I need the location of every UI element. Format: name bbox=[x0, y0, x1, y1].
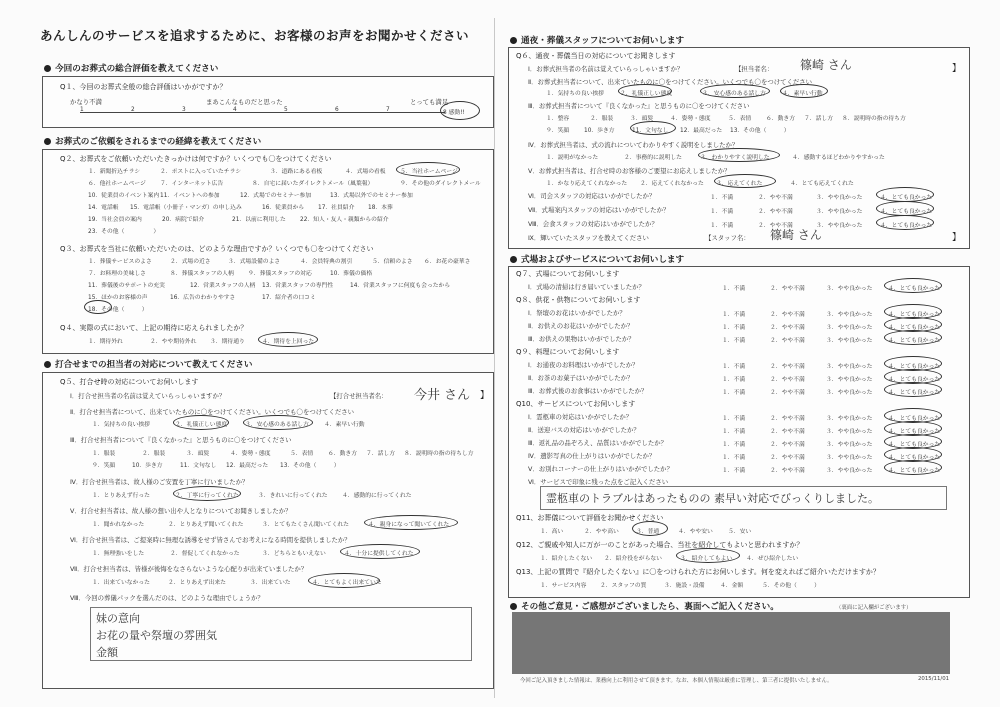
rating-option[interactable]: ４．とても良かった bbox=[888, 442, 941, 448]
q2-option[interactable]: ２．ポストに入っていたチラシ bbox=[160, 169, 242, 175]
q3-option[interactable]: ３．式場設備のよさ bbox=[228, 259, 281, 265]
section-heading-funeral-staff bbox=[510, 34, 684, 46]
rating-option[interactable]: ２．やや不満 bbox=[770, 442, 805, 448]
page-title: あんしんのサービスを追求するために、お客様のお声をお聞かせください bbox=[40, 28, 470, 43]
selected-circle-mark bbox=[630, 121, 676, 135]
q6-3-option[interactable]: ３．頭髪 bbox=[630, 116, 654, 122]
q2-option[interactable]: 16．従業員から bbox=[262, 205, 305, 211]
selected-circle-mark bbox=[440, 101, 480, 120]
rating-option[interactable]: ４．とても良かった bbox=[888, 312, 941, 318]
q2-text: Q２、お葬式をご依頼いただいたきっかけは何ですか？いくつでも〇をつけてください bbox=[60, 155, 332, 163]
q11-text: Q11、お葬儀について評価をお聞かせください bbox=[516, 514, 664, 522]
q5-5-option[interactable]: ４．親身になって聞いてくれた bbox=[368, 522, 450, 528]
selected-circle-mark bbox=[173, 415, 229, 430]
q12-text: Q12、ご親戚や知人に万が一のことがあった場合、当社を紹介してもよいと思われますか？ bbox=[516, 541, 804, 549]
selected-circle-mark bbox=[676, 548, 740, 563]
q11-option[interactable]: ３．普通 bbox=[636, 529, 660, 535]
q2-option[interactable]: ４．式場の看板 bbox=[345, 169, 386, 175]
q5-6-option[interactable]: １．無理強いをした bbox=[92, 551, 145, 557]
q3-option[interactable]: 16．広告のわかりやすさ bbox=[170, 295, 236, 301]
q6-3-option[interactable]: ６．動き方 bbox=[766, 116, 795, 122]
rating-option[interactable]: １．不満 bbox=[710, 195, 734, 201]
q3-option[interactable]: ９．葬儀スタッフの対応 bbox=[248, 271, 312, 277]
q13-text: Q13、上記の質問で『紹介したくない』に〇をつけられた方にお伺いします。何を変えればご紹介いただけますか？ bbox=[516, 568, 880, 576]
q5-4-option[interactable]: ４．感動的に行ってくれた bbox=[342, 493, 412, 499]
selected-circle-mark bbox=[884, 278, 942, 293]
rating-option[interactable]: ４．とても良かった bbox=[888, 429, 941, 435]
q2-option[interactable]: ５．当社ホームページ bbox=[400, 169, 458, 175]
q6-5-option[interactable]: ２．応えてくれなかった bbox=[640, 181, 704, 187]
q6-3-option[interactable]: ８．説明時の指の待ち方 bbox=[842, 116, 906, 122]
q3-option[interactable]: 13．営業スタッフの専門性 bbox=[262, 283, 334, 289]
q3-option[interactable]: 11．葬儀後のサポートの充実 bbox=[88, 283, 165, 289]
rating-option[interactable]: ４．とても良かった bbox=[888, 325, 941, 331]
q10-row: Ⅴ．お別れコーナーの仕上がりはいかがでしたか？ bbox=[528, 465, 673, 473]
rating-row: Ⅵ．司会スタッフの対応はいかがでしたか？ bbox=[528, 192, 656, 200]
q3-option[interactable]: 17．紹介者の口コミ bbox=[262, 295, 316, 301]
scale-2[interactable]: 2 bbox=[131, 107, 135, 113]
q6-3-option[interactable]: 10．歩き方 bbox=[584, 128, 615, 134]
selected-circle-mark bbox=[700, 84, 770, 98]
section-heading-text: 通夜・葬儀スタッフについてお伺いします bbox=[521, 36, 685, 46]
rating-option[interactable]: ４．とても良かった bbox=[880, 223, 933, 229]
rating-option[interactable]: １．不満 bbox=[722, 286, 746, 292]
rating-option[interactable]: １．不満 bbox=[722, 468, 746, 474]
selected-circle-mark bbox=[396, 162, 460, 177]
rating-option[interactable]: ２．やや不満 bbox=[770, 364, 805, 370]
rating-option[interactable]: ３．やや良かった bbox=[816, 223, 863, 229]
q3-option[interactable]: 10．葬儀の価格 bbox=[330, 271, 373, 277]
q5-5-option[interactable]: ３．とてもたくさん聞いてくれた bbox=[262, 522, 349, 528]
q5-6-option[interactable]: ２．督促してくれなかった bbox=[170, 551, 240, 557]
q5-4-text: Ⅳ．打合せ担当者は、故人様のご安置を丁寧に行いましたか？ bbox=[70, 478, 249, 486]
q3-option[interactable]: １．葬儀サービスのよさ bbox=[88, 259, 152, 265]
comments-note: （裏面に記入欄がございます） bbox=[836, 605, 912, 611]
q6-2-option[interactable]: ４．素早い行動 bbox=[782, 91, 823, 97]
q5-3-option[interactable]: ６．動き方 bbox=[328, 451, 357, 457]
q12-option[interactable]: １．紹介したくない bbox=[540, 556, 593, 562]
rating-option[interactable]: ３．やや良かった bbox=[816, 209, 863, 215]
q6-9-label: 【スタッフ名： bbox=[705, 234, 750, 242]
q4-option[interactable]: １．期待外れ bbox=[88, 339, 123, 345]
q11-option[interactable]: １．高い bbox=[540, 529, 564, 535]
q11-option[interactable]: ２．やや高い bbox=[584, 529, 619, 535]
rating-option[interactable]: １．不満 bbox=[722, 442, 746, 448]
section-heading-text: その他ご意見・ご感想がございましたら、裏面へご記入ください。 bbox=[521, 602, 779, 612]
q5-6-option[interactable]: ４．十分に提供してくれた bbox=[344, 551, 414, 557]
rating-option[interactable]: ３．やや良かった bbox=[816, 195, 863, 201]
q2-option[interactable]: ８．自宅に届いたダイレクトメール（風葉報） bbox=[252, 181, 374, 187]
q5-2-option[interactable]: ２．礼儀正しい態度 bbox=[175, 422, 228, 428]
section-heading-text: 今回のお葬式の総合評価を教えてください bbox=[55, 64, 219, 74]
q6-1-text: Ⅰ．お葬式担当者の名前は覚えていらっしゃいますか？ bbox=[528, 65, 684, 73]
q3-option[interactable]: ４．会員特典の割引 bbox=[300, 259, 353, 265]
selected-circle-mark bbox=[618, 84, 672, 98]
q1-text: Q１、今回のお葬式全般の総合評価はいかがですか？ bbox=[60, 83, 227, 91]
rating-option[interactable]: ４．とても良かった bbox=[888, 416, 941, 422]
q11-option[interactable]: ５．安い bbox=[728, 529, 752, 535]
q3-option[interactable]: ７．お料理の美味しさ bbox=[88, 271, 146, 277]
q13-option[interactable]: ２．スタッフの質 bbox=[600, 583, 647, 589]
q9-row: Ⅲ．お葬式後のお食事はいかがでしたか？ bbox=[528, 387, 648, 395]
q2-option[interactable]: 17．社員紹介 bbox=[318, 205, 355, 211]
q6-1-handwritten-name: 篠崎 さん bbox=[800, 58, 852, 72]
q7-text: Q７、式場についてお伺いします bbox=[516, 270, 620, 278]
q2-option[interactable]: ６．他社ホームページ bbox=[88, 181, 146, 187]
q6-4-option[interactable]: １．説明がなかった bbox=[546, 155, 599, 161]
section-heading-text: 打合せまでの担当者の対応について教えてください bbox=[55, 360, 253, 370]
q2-option[interactable]: ７．インターネット広告 bbox=[160, 181, 224, 187]
scale-label-mid: まあこんなものだと思った bbox=[206, 98, 283, 106]
q5-7-option[interactable]: １．出来ていなかった bbox=[92, 580, 150, 586]
rating-row: Ⅶ．式場案内スタッフの対応はいかがでしたか？ bbox=[528, 206, 670, 214]
q2-option[interactable]: ９．その他のダイレクトメール bbox=[400, 181, 481, 187]
q3-text: Q３、お葬式を当社に依頼いただいたのは、どのような理由ですか？いくつでも〇をつけてください bbox=[60, 245, 374, 253]
rating-option[interactable]: ３．やや良かった bbox=[826, 338, 873, 344]
selected-circle-mark bbox=[632, 521, 668, 536]
rating-option[interactable]: ２．やや不満 bbox=[770, 390, 805, 396]
q8-row: Ⅱ．お供えのお花はいかがでしたか？ bbox=[528, 322, 634, 330]
selected-circle-mark bbox=[84, 300, 112, 314]
q5-3-option[interactable]: ４．姿勢・態度 bbox=[230, 451, 271, 457]
q5-3-text: Ⅲ．打合せ担当者について『良くなかった』と思うものに〇をつけてください bbox=[70, 436, 292, 444]
section-heading-overall bbox=[44, 62, 218, 74]
selected-circle-mark bbox=[884, 330, 942, 345]
selected-circle-mark bbox=[876, 215, 934, 230]
section-heading-text: 式場およびサービスについてお伺いします bbox=[521, 255, 685, 265]
q5-3-option[interactable]: ７．話し方 bbox=[366, 451, 395, 457]
q5-2-text: Ⅱ．打合せ担当者について、出来ていたものに〇をつけてください。いくつでも〇をつけてください bbox=[70, 408, 355, 416]
q12-option[interactable]: ２．紹介役をがらない bbox=[604, 556, 662, 562]
q3-option[interactable]: 12．営業スタッフの人柄 bbox=[190, 283, 256, 289]
q6-3-option[interactable]: ７．話し方 bbox=[804, 116, 833, 122]
rating-option[interactable]: ４．とても良かった bbox=[888, 286, 941, 292]
rating-option[interactable]: １．不満 bbox=[722, 455, 746, 461]
rating-option[interactable]: １．不満 bbox=[722, 377, 746, 383]
q5-1-handwritten-name: 今井 さん bbox=[414, 388, 471, 403]
rating-option[interactable]: ２．やや不満 bbox=[758, 209, 793, 215]
rating-option[interactable]: ２．やや不満 bbox=[770, 338, 805, 344]
rating-option[interactable]: ４．とても良かった bbox=[880, 209, 933, 215]
q5-7-option[interactable]: ３．出来ていた bbox=[250, 580, 291, 586]
q6-4-option[interactable]: ４．感動するほどわかりやすかった bbox=[792, 155, 885, 161]
q6-9-handwritten-name: 篠崎 さん bbox=[770, 228, 822, 242]
rating-option[interactable]: ２．やや不満 bbox=[770, 377, 805, 383]
q5-4-option[interactable]: １．とりあえず行った bbox=[92, 493, 150, 499]
q3-option[interactable]: ２．式場の近さ bbox=[170, 259, 211, 265]
q5-8-answer-line: お花の量や祭壇の雰囲気 bbox=[96, 629, 217, 642]
rating-option[interactable]: １．不満 bbox=[722, 312, 746, 318]
q6-9-text: Ⅸ．輝いていたスタッフを教えてください bbox=[528, 234, 649, 242]
scale-4[interactable]: 4 bbox=[233, 107, 237, 113]
q13-option[interactable]: １．サービス内容 bbox=[540, 583, 587, 589]
q12-option[interactable]: ４．ぜひ紹介したい bbox=[746, 556, 799, 562]
rating-option[interactable]: ４．とても良かった bbox=[888, 455, 941, 461]
q6-3-option[interactable]: ２．服装 bbox=[590, 116, 614, 122]
q6-3-option[interactable]: 12．最高だった bbox=[680, 128, 723, 134]
q6-3-option[interactable]: ９．笑顔 bbox=[546, 128, 570, 134]
q5-1-label: 【打合せ担当者名： bbox=[330, 392, 388, 400]
rating-row: Ⅷ．会食スタッフの対応はいかがでしたか？ bbox=[528, 220, 658, 228]
scale-7[interactable]: 7 bbox=[386, 107, 390, 113]
q5-3-option[interactable]: ５．表情 bbox=[290, 451, 314, 457]
rating-option[interactable]: ２．やや不満 bbox=[770, 455, 805, 461]
rating-option[interactable]: ３．やや良かった bbox=[826, 455, 873, 461]
selected-circle-mark bbox=[876, 187, 934, 202]
q6-text: Q６、通夜・葬儀当日の対応についてお聞きします bbox=[516, 52, 676, 60]
q5-8-text: Ⅷ．今回の葬儀パックを選んだのは、どのような理由でしょうか？ bbox=[70, 594, 264, 602]
q2-option[interactable]: 10．従業員のイベント案内 bbox=[88, 193, 160, 199]
q10-6-handwritten-answer: 霊柩車のトラブルはあったものの 素早い対応でびっくりしました。 bbox=[546, 492, 879, 505]
rating-option[interactable]: ３．やや良かった bbox=[826, 442, 873, 448]
scale-1[interactable]: 1 bbox=[80, 107, 84, 113]
q3-option[interactable]: ６．お花の豪華さ bbox=[424, 259, 471, 265]
bracket-close: 】 bbox=[480, 391, 490, 401]
rating-option[interactable]: ３．やや良かった bbox=[826, 390, 873, 396]
scale-6[interactable]: 6 bbox=[335, 107, 339, 113]
rating-option[interactable]: ２．やや不満 bbox=[770, 312, 805, 318]
q10-row: Ⅳ．遺影写真の仕上がりはいかがでしたか？ bbox=[528, 452, 656, 460]
q2-option[interactable]: 20．病院で紹介 bbox=[162, 217, 205, 223]
q9-row: Ⅱ．お茶のお菓子はいかがでしたか？ bbox=[528, 374, 634, 382]
q5-1-text: Ⅰ．打合せ担当者の名前は覚えていらっしゃいますか？ bbox=[70, 392, 226, 400]
rating-option[interactable]: ３．やや良かった bbox=[826, 468, 873, 474]
rating-option[interactable]: ４．とても良かった bbox=[888, 338, 941, 344]
q5-8-answer-line: 妹の意向 bbox=[96, 612, 140, 625]
q10-6-text: Ⅵ．サービスで印象に残った点をご記入ください bbox=[528, 478, 669, 486]
q2-option[interactable]: 23．その他（ ） bbox=[88, 229, 160, 235]
q8-row: Ⅲ．お供えの果物はいかがでしたか？ bbox=[528, 335, 635, 343]
q5-6-option[interactable]: ３．どちらともいえない bbox=[262, 551, 326, 557]
selected-circle-mark bbox=[258, 332, 318, 347]
q2-option[interactable]: 18．本葬 bbox=[368, 205, 393, 211]
selected-circle-mark bbox=[308, 573, 380, 588]
rating-option[interactable]: ４．とても良かった bbox=[888, 468, 941, 474]
q9-text: Q９、料理についてお伺いします bbox=[516, 348, 620, 356]
rating-option[interactable]: １．不満 bbox=[722, 416, 746, 422]
q6-5-option[interactable]: １．かなり応えてくれなかった bbox=[546, 181, 628, 187]
q5-2-option[interactable]: ３．安心感のある話し方 bbox=[245, 422, 309, 428]
q8-row: Ⅰ．祭壇のお花はいかがでしたか？ bbox=[528, 309, 626, 317]
bracket-close: 】 bbox=[952, 64, 962, 74]
redacted-comment-area bbox=[512, 612, 950, 674]
q5-6-text: Ⅵ．打合せ担当者は、ご提案時に無理な誘導をせず皆さんでお考えになる時間を提供しましたか？ bbox=[70, 536, 351, 544]
rating-option[interactable]: ３．やや良かった bbox=[826, 416, 873, 422]
rating-option[interactable]: １．不満 bbox=[722, 338, 746, 344]
q6-2-option[interactable]: １．気持ちの良い挨拶 bbox=[546, 91, 604, 97]
scale-8[interactable]: 8 感動!! bbox=[443, 110, 465, 116]
q6-1-label: 【担当者名： bbox=[735, 65, 774, 73]
selected-circle-mark bbox=[884, 460, 942, 475]
rating-option[interactable]: ４．とても良かった bbox=[888, 390, 941, 396]
section-heading-history bbox=[44, 135, 261, 147]
q5-7-text: Ⅶ．打合せ担当者は、皆様が後悔をなさらないような心配りが出来ていましたか？ bbox=[70, 565, 308, 573]
q5-3-option[interactable]: ３．頭髪 bbox=[186, 451, 210, 457]
rating-option[interactable]: ２．やや不満 bbox=[770, 429, 805, 435]
q6-4-text: Ⅳ．お葬式担当者は、式の流れについてわかりやすく説明をしましたか？ bbox=[528, 141, 739, 149]
scale-5[interactable]: 5 bbox=[284, 107, 288, 113]
selected-circle-mark bbox=[340, 544, 420, 559]
q3-option[interactable]: 15．ほかのお客様の声 bbox=[88, 295, 148, 301]
q6-3-option[interactable]: 11．文句なし bbox=[632, 128, 669, 134]
rating-option[interactable]: ３．やや良かった bbox=[826, 377, 873, 383]
q5-3-option[interactable]: ９．笑顔 bbox=[92, 463, 116, 469]
selected-circle-mark bbox=[780, 84, 828, 98]
q10-row: Ⅱ．送迎バスの対応はいかがでしたか？ bbox=[528, 426, 640, 434]
rating-option[interactable]: ３．やや良かった bbox=[826, 429, 873, 435]
q10-row: Ⅰ．霊柩車の対応はいかがでしたか？ bbox=[528, 413, 633, 421]
q5-3-option[interactable]: 10．歩き方 bbox=[132, 463, 163, 469]
q6-5-option[interactable]: ４．とても応えてくれた bbox=[790, 181, 854, 187]
q5-2-option[interactable]: ４．素早い行動 bbox=[324, 422, 365, 428]
rating-option[interactable]: １．不満 bbox=[722, 325, 746, 331]
q8-text: Q８、供花・供物についてお伺いします bbox=[516, 296, 641, 304]
section-heading-venue bbox=[510, 253, 684, 265]
selected-circle-mark bbox=[884, 382, 942, 397]
q5-7-option[interactable]: ４．とてもよく出来ていた bbox=[312, 580, 382, 586]
q2-option[interactable]: 14．電話帳 bbox=[88, 205, 119, 211]
rating-option[interactable]: ３．やや良かった bbox=[826, 325, 873, 331]
q6-3-option[interactable]: 13．その他（ ） bbox=[730, 128, 790, 134]
q4-text: Q４、実際の式において、上記の期待に応えられましたか？ bbox=[60, 324, 248, 332]
q2-option[interactable]: 19．当社会員の案内 bbox=[88, 217, 142, 223]
selected-circle-mark bbox=[714, 174, 776, 188]
q10-text: Q10、サービスについてお伺いします bbox=[516, 400, 636, 408]
selected-circle-mark bbox=[243, 415, 313, 430]
q5-4-option[interactable]: ２．丁寧に行ってくれた bbox=[175, 493, 239, 499]
q6-5-text: Ⅴ．お葬式担当者は、打合せ時のお客様のご要望にお応えしましたか？ bbox=[528, 167, 731, 175]
q3-option[interactable]: ８．葬儀スタッフの人柄 bbox=[170, 271, 234, 277]
scale-3[interactable]: 3 bbox=[182, 107, 186, 113]
section-heading-comments bbox=[510, 600, 779, 612]
rating-option[interactable]: ４．とても良かった bbox=[888, 377, 941, 383]
q3-option[interactable]: ５．信頼のよさ bbox=[372, 259, 413, 265]
q5-3-option[interactable]: ８．説明時の指の待ちし方 bbox=[404, 451, 474, 457]
section-heading-meeting bbox=[44, 358, 253, 370]
rating-option[interactable]: ４．とても良かった bbox=[888, 364, 941, 370]
scale-label-low: かなり不満 bbox=[70, 98, 102, 106]
rating-option[interactable]: ３．やや良かった bbox=[826, 364, 873, 370]
rating-option[interactable]: ３．やや良かった bbox=[826, 312, 873, 318]
q11-option[interactable]: ４．やや安い bbox=[678, 529, 713, 535]
q5-3-option[interactable]: 13．その他（ ） bbox=[280, 463, 340, 469]
rating-option[interactable]: ３．やや良かった bbox=[826, 286, 873, 292]
rating-option[interactable]: １．不満 bbox=[722, 364, 746, 370]
q2-option[interactable]: １．新聞折込チラシ bbox=[88, 169, 141, 175]
rating-option[interactable]: ２．やや不満 bbox=[770, 416, 805, 422]
q6-4-option[interactable]: ２．事務的に説明した bbox=[624, 155, 682, 161]
q5-3-option[interactable]: １．服装 bbox=[92, 451, 116, 457]
q6-4-option[interactable]: ３．わかりやすく説明した bbox=[700, 155, 770, 161]
selected-circle-mark bbox=[698, 148, 780, 162]
rating-option[interactable]: １．不満 bbox=[710, 209, 734, 215]
q6-3-text: Ⅲ．お葬式担当者について『良くなかった』と思うものに〇をつけてください bbox=[528, 102, 750, 110]
q5-5-option[interactable]: １．聞かれなかった bbox=[92, 522, 145, 528]
q6-2-option[interactable]: ３．安心感のある話し方 bbox=[702, 91, 766, 97]
q5-8-answer-line: 金額 bbox=[96, 646, 118, 659]
q9-row: Ⅰ．お通夜のお料理はいかがでしたか？ bbox=[528, 361, 639, 369]
column-divider bbox=[494, 18, 495, 698]
q5-7-option[interactable]: ２．とりあえず出来た bbox=[168, 580, 226, 586]
rating-option[interactable]: ２．やや不満 bbox=[758, 195, 793, 201]
q5-text: Q５、打合せ時の対応についてお伺いします bbox=[60, 378, 199, 386]
q5-5-text: Ⅴ．打合せ担当者は、故人様の想い出や人となりについてお聞きしましたか？ bbox=[70, 507, 292, 515]
selected-circle-mark bbox=[876, 201, 934, 216]
q2-option[interactable]: ３．道路にある看板 bbox=[270, 169, 323, 175]
bracket-close: 】 bbox=[952, 233, 962, 243]
rating-option[interactable]: ４．とても良かった bbox=[880, 195, 933, 201]
q12-option[interactable]: ３．紹介してもよい bbox=[680, 556, 733, 562]
q6-5-option[interactable]: ３．応えてくれた bbox=[716, 181, 763, 187]
q4-option[interactable]: ４．期待を上回った bbox=[262, 339, 315, 345]
q2-option[interactable]: 12．式場でのセミナー参加 bbox=[240, 193, 312, 199]
rating-option[interactable]: １．不満 bbox=[722, 390, 746, 396]
q2-option[interactable]: 21．以前に利用した bbox=[232, 217, 286, 223]
q5-2-option[interactable]: １．気持ちの良い挨拶 bbox=[92, 422, 150, 428]
q6-3-option[interactable]: ５．表情 bbox=[728, 116, 752, 122]
q5-3-option[interactable]: 12．最高だった bbox=[226, 463, 269, 469]
q4-option[interactable]: ３．期待通り bbox=[210, 339, 245, 345]
q7-row: Ⅰ．式場の清掃は行き届いていましたか？ bbox=[528, 283, 645, 291]
q6-3-option[interactable]: １．整容 bbox=[546, 116, 570, 122]
q6-3-option[interactable]: ４．姿勢・態度 bbox=[670, 116, 711, 122]
q5-3-option[interactable]: 11．文句なし bbox=[180, 463, 217, 469]
q2-option[interactable]: 11．イベントへの参加 bbox=[160, 193, 220, 199]
q5-4-option[interactable]: ３．きれいに行ってくれた bbox=[258, 493, 328, 499]
rating-option[interactable]: ２．やや不満 bbox=[770, 468, 805, 474]
scale-label-high: とっても満足 bbox=[410, 98, 449, 106]
q13-option[interactable]: ５．その他（ ） bbox=[762, 583, 820, 589]
rating-option[interactable]: １．不満 bbox=[710, 223, 734, 229]
q10-row: Ⅲ．返礼品の品ぞろえ、品質はいかがでしたか？ bbox=[528, 439, 667, 447]
q3-option[interactable]: 14．営業スタッフに何度も会ったから bbox=[350, 283, 451, 289]
q5-3-option[interactable]: ２．服装 bbox=[142, 451, 166, 457]
footer-date: 2015/11/01 bbox=[918, 676, 950, 682]
footer-privacy-note: 今回ご記入頂きました情報は、業務向上に利用させて頂きます。なお、本個人情報は厳重に管理し、第三者に提供いたしません。 bbox=[520, 678, 833, 684]
q5-5-option[interactable]: ２．とりあえず聞いてくれた bbox=[168, 522, 244, 528]
section-heading-text: お葬式のご依頼をされるまでの経緯を教えてください bbox=[55, 137, 262, 147]
q2-option[interactable]: 13．式場以外でのセミナー参加 bbox=[330, 193, 413, 199]
q4-option[interactable]: ２．やや期待外れ bbox=[150, 339, 197, 345]
q6-2-text: Ⅱ．お葬式担当者について、出来ていたものに〇をつけてください。いくつでも〇をつけてください bbox=[528, 78, 813, 86]
q3-option[interactable]: 18．その他（ ） bbox=[88, 307, 148, 313]
q13-option[interactable]: ３．施設・設備 bbox=[664, 583, 705, 589]
q2-option[interactable]: 15．電話帳（小冊子・マンガ）の申し込み bbox=[130, 205, 242, 211]
rating-option[interactable]: ２．やや不満 bbox=[758, 223, 793, 229]
rating-option[interactable]: １．不満 bbox=[722, 429, 746, 435]
rating-option[interactable]: ２．やや不満 bbox=[770, 325, 805, 331]
q13-option[interactable]: ４．金額 bbox=[720, 583, 744, 589]
selected-circle-mark bbox=[364, 515, 458, 530]
selected-circle-mark bbox=[173, 486, 241, 501]
q6-2-option[interactable]: ２．礼儀正しい態度 bbox=[620, 91, 673, 97]
rating-option[interactable]: ２．やや不満 bbox=[770, 286, 805, 292]
q2-option[interactable]: 22．知人・友人・親類からの紹介 bbox=[300, 217, 389, 223]
